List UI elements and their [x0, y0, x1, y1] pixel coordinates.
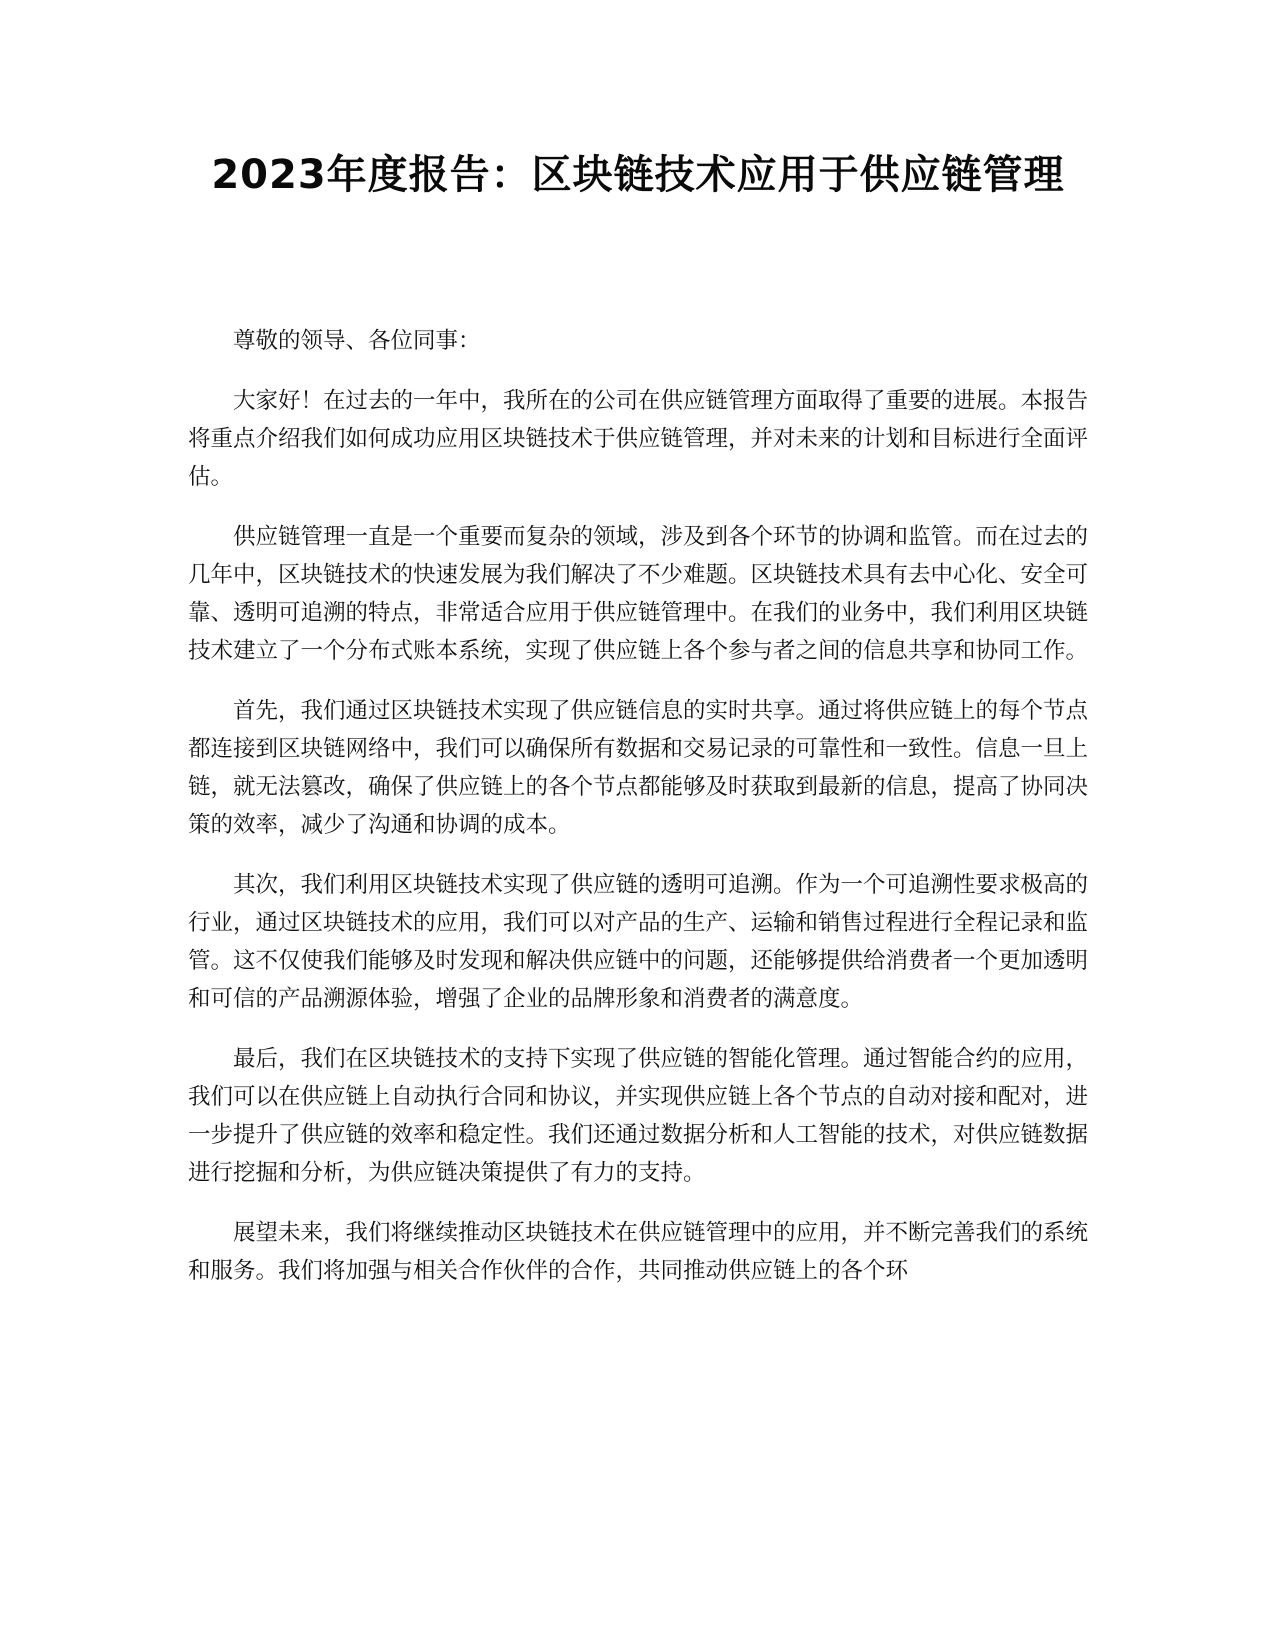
paragraph-smart-management: 最后，我们在区块链技术的支持下实现了供应链的智能化管理。通过智能合约的应用，我们可以在供应链上自动执行合同和协议，并实现供应链上各个节点的自动对接和配对，进一步提升了供应链的效率和稳定性。我们还通过数据分析和人工智能的技术，对供应链数据进行挖掘和分析，为供应链决策提供了有力的支持。 — [188, 1046, 1089, 1186]
paragraph-realtime-sharing: 首先，我们通过区块链技术实现了供应链信息的实时共享。通过将供应链上的每个节点都连接到区块链网络中，我们可以确保所有数据和交易记录的可靠性和一致性。信息一旦上链，就无法篡改，确保了供应链上的各个节点都能够及时获取到最新的信息，提高了协同决策的效率，减少了沟通和协调的成本。 — [188, 698, 1089, 838]
paragraph-outlook: 展望未来，我们将继续推动区块链技术在供应链管理中的应用，并不断完善我们的系统和服务。我们将加强与相关合作伙伴的合作，共同推动供应链上的各个环 — [188, 1220, 1089, 1284]
document-page — [188, 0, 1088, 1650]
paragraph-intro: 大家好！在过去的一年中，我所在的公司在供应链管理方面取得了重要的进展。本报告将重点介绍我们如何成功应用区块链技术于供应链管理，并对未来的计划和目标进行全面评估。 — [188, 388, 1089, 490]
paragraph-background: 供应链管理一直是一个重要而复杂的领域，涉及到各个环节的协调和监管。而在过去的几年中，区块链技术的快速发展为我们解决了不少难题。区块链技术具有去中心化、安全可靠、透明可追溯的特点，非常适合应用于供应链管理中。在我们的业务中，我们利用区块链技术建立了一个分布式账本系统，实现了供应链上各个参与者之间的信息共享和协同工作。 — [188, 524, 1089, 664]
salutation: 尊敬的领导、各位同事： — [233, 328, 481, 354]
paragraph-traceability: 其次，我们利用区块链技术实现了供应链的透明可追溯。作为一个可追溯性要求极高的行业，通过区块链技术的应用，我们可以对产品的生产、运输和销售过程进行全程记录和监管。这不仅使我们能够及时发现和解决供应链中的问题，还能够提供给消费者一个更加透明和可信的产品溯源体验，增强了企业的品牌形象和消费者的满意度。 — [188, 872, 1089, 1012]
document-title: 2023年度报告：区块链技术应用于供应链管理 — [211, 152, 1065, 198]
document-body — [188, 322, 1088, 1312]
